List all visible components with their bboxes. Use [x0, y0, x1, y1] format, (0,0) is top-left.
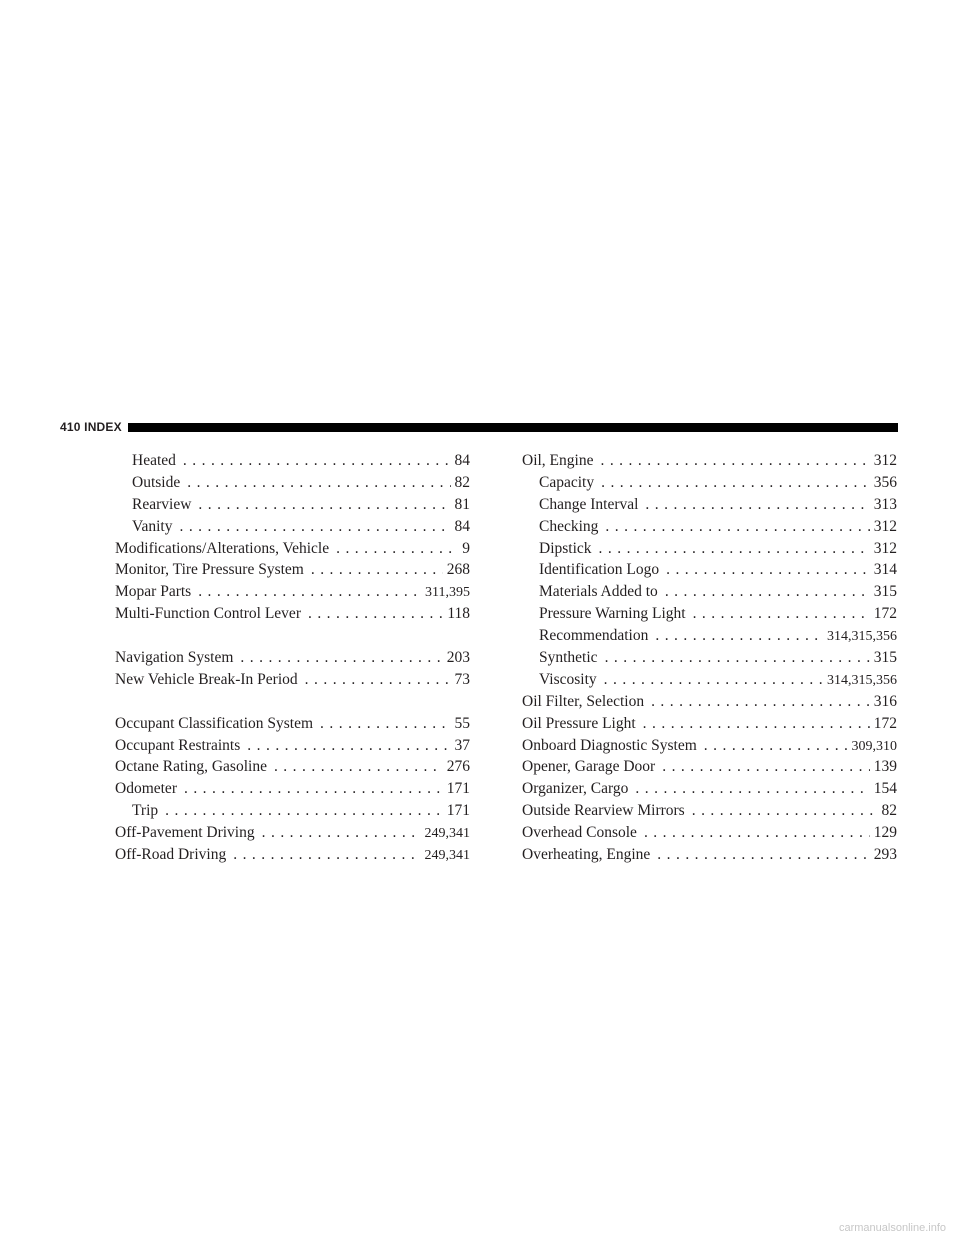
index-page-ref: 312: [873, 452, 897, 469]
index-entry: [115, 494, 470, 516]
page-number-label: 410 INDEX: [60, 420, 122, 434]
index-entry: [522, 822, 897, 844]
dot-leader: [187, 472, 450, 494]
index-entry: [115, 603, 470, 625]
index-term: Vanity: [132, 517, 173, 535]
index-entry: [522, 691, 897, 713]
dot-leader: [184, 778, 443, 800]
index-term: Odometer: [115, 780, 177, 798]
index-term: Outside Rearview Mirrors: [522, 802, 685, 820]
dot-leader: [657, 844, 869, 866]
dot-leader: [274, 756, 443, 778]
index-term: Octane Rating, Gasoline: [115, 758, 267, 776]
index-page-ref: 249,341: [424, 848, 470, 864]
index-page-ref: 154: [873, 780, 897, 798]
index-term: Multi-Function Control Lever: [115, 605, 301, 623]
index-entry: [115, 581, 470, 603]
index-page-ref: 84: [454, 452, 470, 469]
index-term: Oil Pressure Light: [522, 714, 636, 732]
index-entry: [115, 844, 470, 866]
index-entry: [115, 516, 470, 538]
index-entry: [522, 800, 897, 822]
dot-leader: [600, 450, 869, 472]
index-page-ref: 37: [454, 736, 470, 754]
dot-leader: [601, 472, 870, 494]
index-page-ref: 309,310: [851, 738, 897, 754]
index-entry: [522, 669, 897, 691]
dot-leader: [599, 538, 870, 560]
dot-leader: [635, 778, 869, 800]
index-page-ref: 312: [873, 539, 897, 557]
index-term: Off-Road Driving: [115, 846, 227, 864]
dot-leader: [233, 844, 420, 866]
index-entry: [115, 713, 470, 735]
index-page-ref: 315: [873, 649, 897, 667]
index-page-ref: 73: [454, 670, 470, 688]
index-entry: [522, 450, 897, 472]
index-entry: [115, 778, 470, 800]
index-column-right: [522, 450, 897, 866]
index-page-ref: 171: [446, 780, 470, 798]
index-entry: [522, 581, 897, 603]
index-page-ref: 118: [447, 605, 470, 623]
header-rule: [128, 423, 898, 432]
index-entry: [522, 538, 897, 560]
index-page-ref: 82: [454, 473, 470, 491]
dot-leader: [644, 822, 870, 844]
index-entry: [522, 735, 897, 757]
index-page-ref: 312: [873, 517, 897, 535]
dot-leader: [308, 603, 443, 625]
index-term: Opener, Garage Door: [522, 758, 656, 776]
index-term: Identification Logo: [539, 561, 660, 579]
index-entry: [522, 472, 897, 494]
dot-leader: [262, 822, 421, 844]
index-page-ref: 81: [454, 495, 470, 513]
index-term: Occupant Classification System: [115, 714, 314, 732]
index-page-ref: 356: [873, 473, 897, 491]
dot-leader: [645, 494, 869, 516]
dot-leader: [604, 669, 823, 691]
index-term: Synthetic: [539, 649, 598, 667]
index-page-ref: 315: [873, 583, 897, 601]
index-entry: [522, 756, 897, 778]
dot-leader: [311, 559, 443, 581]
index-term: Capacity: [539, 473, 595, 491]
index-page-ref: 129: [873, 824, 897, 842]
dot-leader: [320, 713, 450, 735]
dot-leader: [198, 494, 450, 516]
index-term: Dipstick: [539, 539, 592, 557]
index-page-ref: 172: [873, 605, 897, 623]
page-header: [60, 418, 898, 436]
index-term: Viscosity: [539, 670, 597, 688]
dot-leader: [704, 735, 848, 757]
index-term: Oil, Engine: [522, 452, 594, 469]
index-page-ref: 293: [873, 846, 897, 864]
index-term: Oil Filter, Selection: [522, 692, 645, 710]
dot-leader: [183, 450, 451, 472]
index-term: Materials Added to: [539, 583, 658, 601]
dot-leader: [692, 800, 878, 822]
index-term: Off-Pavement Driving: [115, 824, 255, 842]
index-term: Occupant Restraints: [115, 736, 241, 754]
index-column-left: [115, 450, 470, 866]
dot-leader: [198, 581, 421, 603]
index-page-ref: 9: [462, 539, 470, 557]
watermark[interactable]: carmanualsonline.info: [838, 1222, 946, 1234]
dot-leader: [651, 691, 870, 713]
index-page-ref: 203: [446, 649, 470, 667]
index-entry: [115, 472, 470, 494]
index-page-ref: 314,315,356: [827, 672, 897, 688]
index-page-ref: 314,315,356: [827, 629, 897, 645]
index-term: Change Interval: [539, 495, 639, 513]
index-entry: [522, 625, 897, 647]
index-page-ref: 276: [446, 758, 470, 776]
index-term: Monitor, Tire Pressure System: [115, 561, 304, 579]
index-page-ref: 268: [446, 561, 470, 579]
dot-leader: [605, 516, 869, 538]
index-page-ref: 316: [873, 692, 897, 710]
dot-leader: [247, 735, 450, 757]
dot-leader: [605, 647, 870, 669]
index-page-ref: 139: [873, 758, 897, 776]
index-entry: [115, 538, 470, 560]
index-entry: [115, 450, 470, 472]
index-term: Trip: [132, 802, 159, 820]
dot-leader: [305, 669, 451, 691]
index-term: Heated: [132, 452, 176, 469]
dot-leader: [662, 756, 870, 778]
index-term: Modifications/Alterations, Vehicle: [115, 539, 330, 557]
dot-leader: [665, 581, 870, 603]
index-page-ref: 314: [873, 561, 897, 579]
dot-leader: [336, 538, 458, 560]
index-term: Rearview: [132, 495, 192, 513]
index-page-ref: 82: [881, 802, 897, 820]
index-entry: [115, 647, 470, 669]
index-term: Pressure Warning Light: [539, 605, 686, 623]
index-page-ref: 249,341: [424, 826, 470, 842]
index-page-ref: 172: [873, 714, 897, 732]
dot-leader: [666, 559, 870, 581]
index-entry: [522, 603, 897, 625]
index-term: New Vehicle Break-In Period: [115, 670, 298, 688]
dot-leader: [179, 516, 450, 538]
dot-leader: [693, 603, 870, 625]
index-term: Outside: [132, 473, 181, 491]
index-entry: [522, 778, 897, 800]
index-entry: [522, 494, 897, 516]
index-term: Navigation System: [115, 649, 234, 667]
index-page-ref: 311,395: [425, 585, 470, 601]
index-entry: [115, 669, 470, 691]
index-term: Mopar Parts: [115, 583, 192, 601]
index-term: Onboard Diagnostic System: [522, 736, 697, 754]
index-term: Checking: [539, 517, 599, 535]
index-term: Recommendation: [539, 627, 649, 645]
index-term: Organizer, Cargo: [522, 780, 629, 798]
index-entry: [522, 647, 897, 669]
index-entry: [115, 822, 470, 844]
index-entry: [115, 800, 470, 822]
dot-leader: [655, 625, 823, 647]
index-term: Overheating, Engine: [522, 846, 651, 864]
index-entry: [115, 559, 470, 581]
index-entry: [522, 516, 897, 538]
index-page-ref: 171: [446, 802, 470, 820]
index-page-ref: 55: [454, 714, 470, 732]
index-page-ref: 84: [454, 517, 470, 535]
dot-leader: [643, 713, 870, 735]
index-entry: [115, 735, 470, 757]
dot-leader: [165, 800, 443, 822]
index-entry: [115, 756, 470, 778]
index-entry: [522, 713, 897, 735]
index-entry: [522, 559, 897, 581]
index-page-ref: 313: [873, 495, 897, 513]
dot-leader: [240, 647, 442, 669]
index-term: Overhead Console: [522, 824, 637, 842]
index-entry: [522, 844, 897, 866]
